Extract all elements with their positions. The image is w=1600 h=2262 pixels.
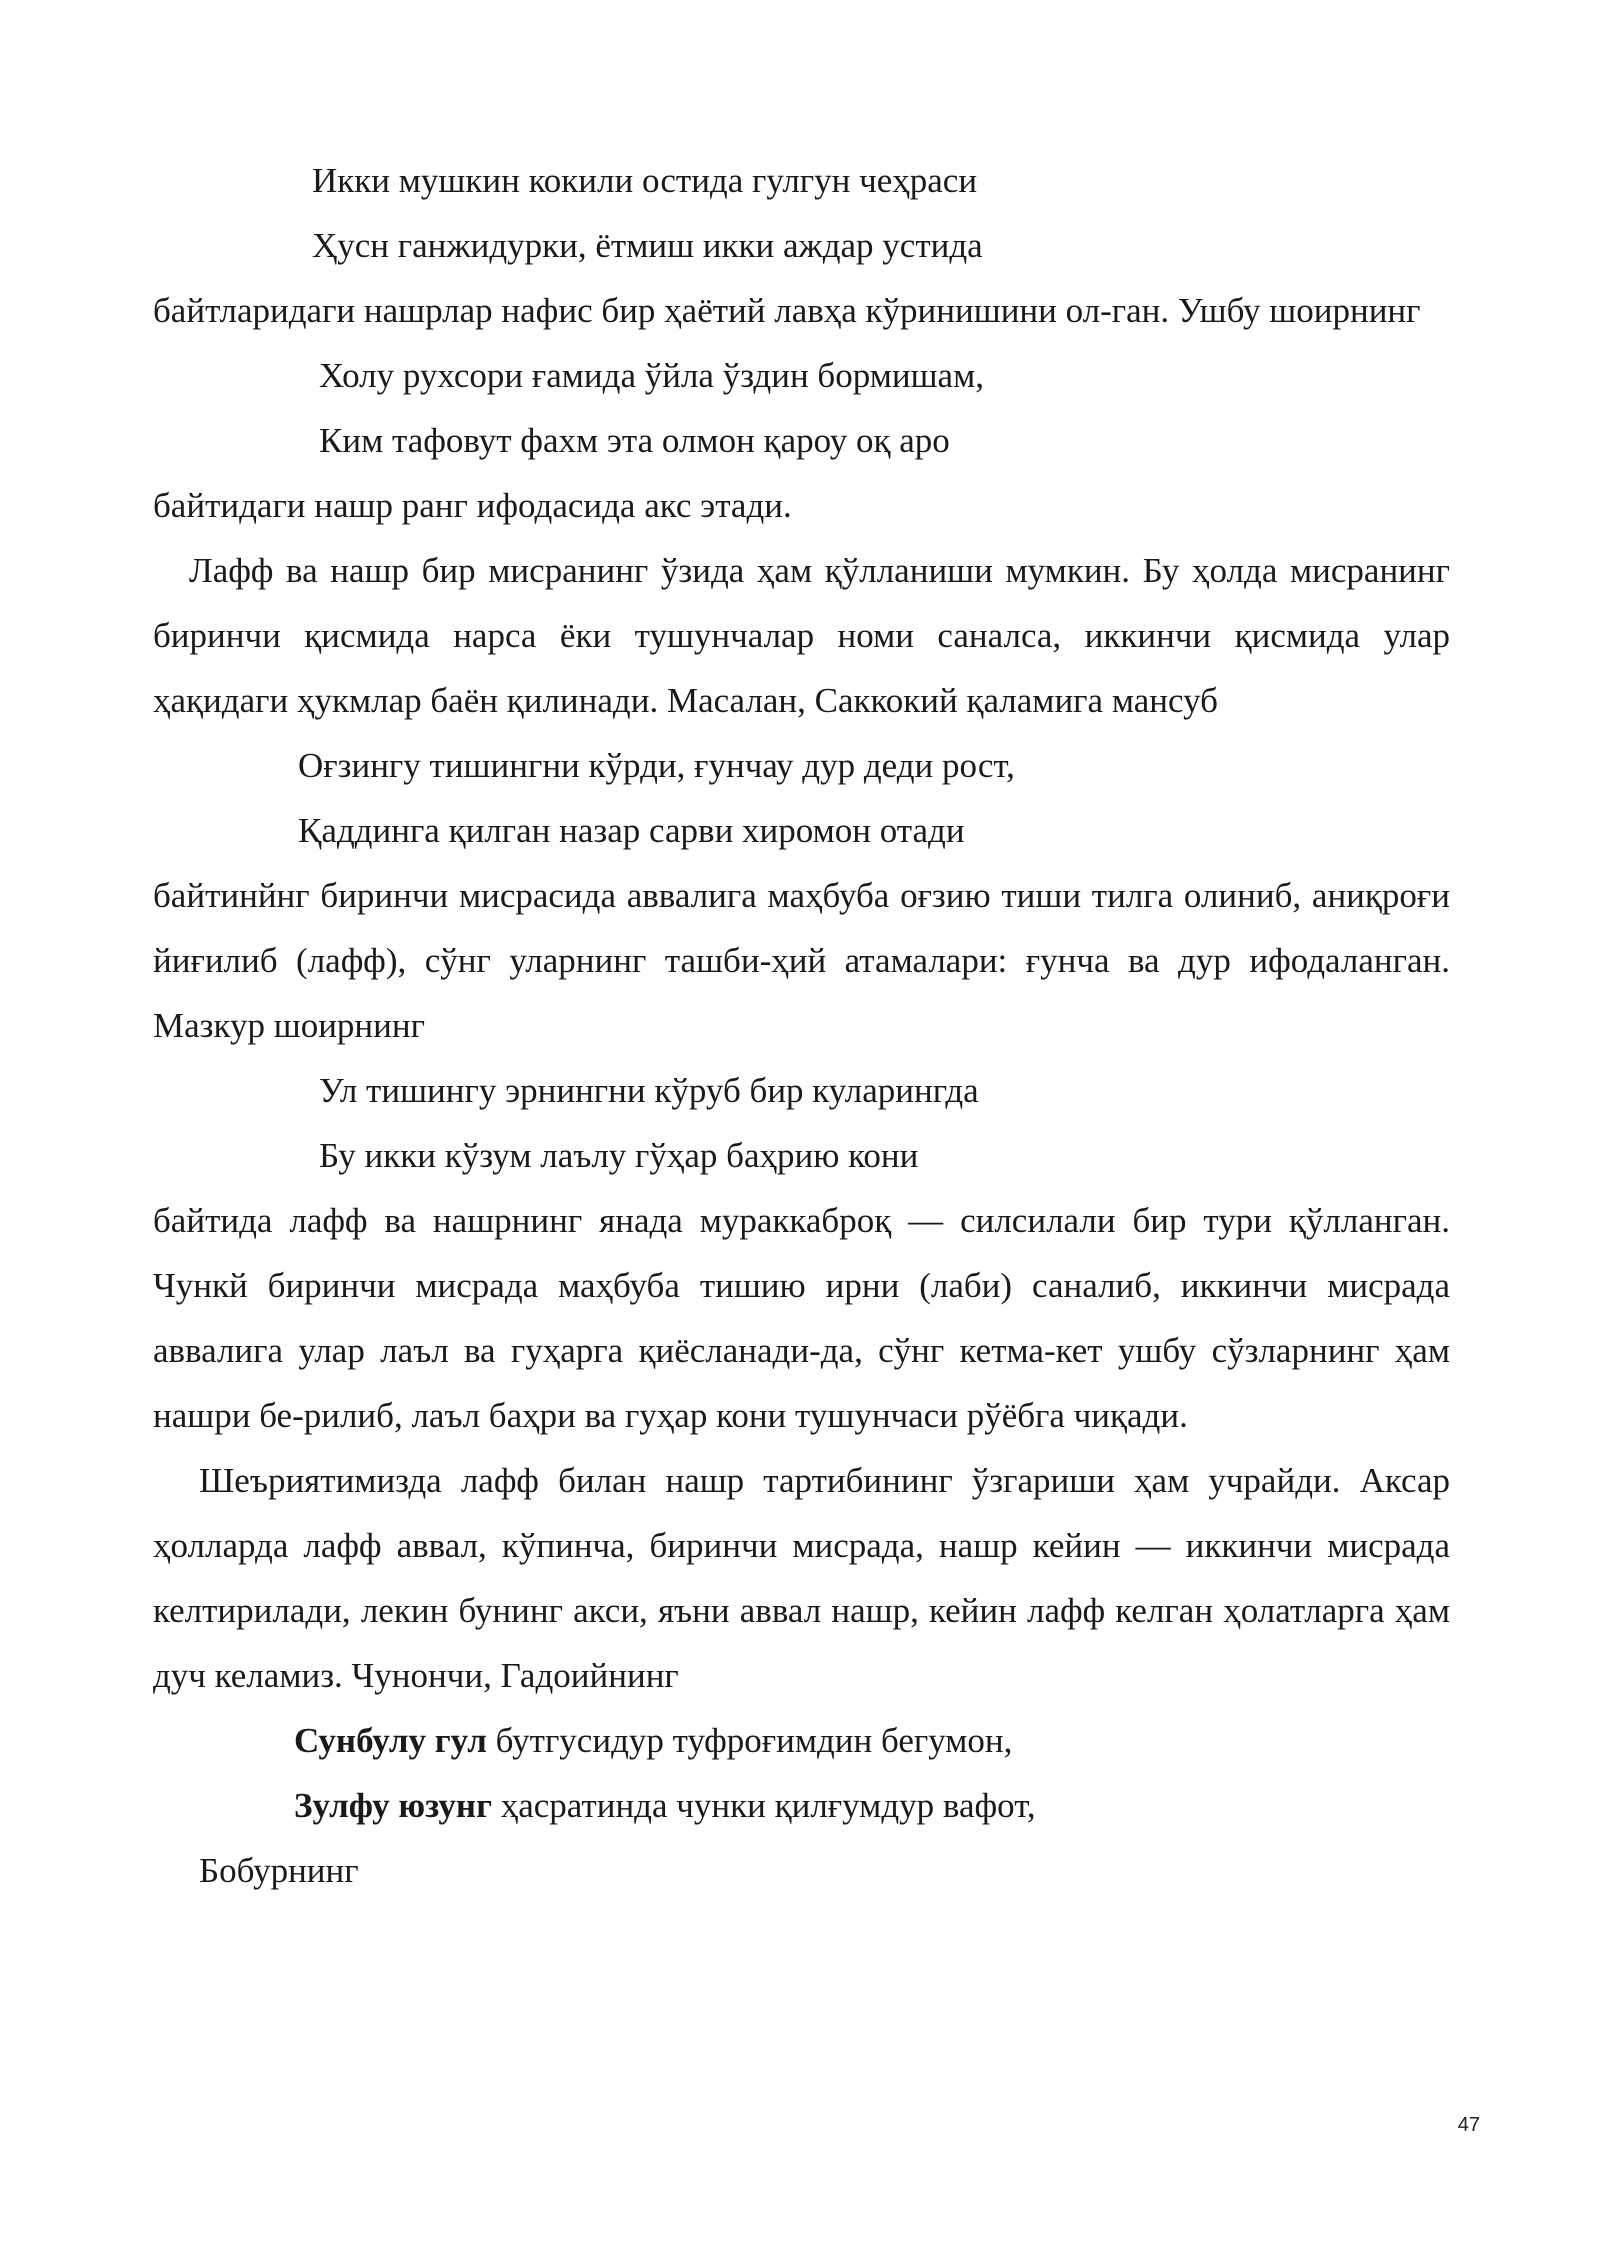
- paragraph: Бобурнинг: [199, 1851, 359, 1890]
- verse-line: Бу икки кўзум лаълу гўҳар баҳрию кони: [319, 1136, 919, 1175]
- verse-rest: бутгусидур туфроғимдин бегумон,: [486, 1721, 1013, 1760]
- verse-rest: ҳасратинда чунки қилғумдур вафот,: [491, 1786, 1036, 1825]
- verse-line: Ҳусн ганжидурки, ётмиш икки аждар устида: [312, 226, 983, 265]
- verse-line: Қаддинга қилган назар сарви хиромон отади: [298, 811, 965, 850]
- paragraph: байтидаги нашр ранг ифодасида акс этади.: [153, 486, 792, 525]
- verse-line: Ким тафовут фахм эта олмон қароу оқ аро: [319, 421, 950, 460]
- verse-bold-words: Сунбулу гул: [294, 1721, 487, 1760]
- verse-bold-words: Зулфу юзунг: [294, 1786, 492, 1825]
- verse-line: Ул тишингу эрнингни кўруб бир куларингда: [319, 1071, 979, 1110]
- paragraph: байтида лафф ва нашрнинг янада мураккаброқ — силсилали бир тури қўлланган. Чункй биринчи мисрада маҳбуба тишию ирни (лаби) саналиб, иккинчи мисрада аввалига улар лаъл ва гуҳарга қиёсланади-да, сўнг кетма-кет ушбу сўзларнинг ҳам нашри бе-рилиб, лаъл баҳри ва гуҳар кони тушунчаси рўёбга чиқади.: [153, 1201, 1450, 1435]
- paragraph: байтинйнг биринчи мисрасида аввалига маҳбуба оғзию тиши тилга олиниб, аниқроғи йиғилиб (лафф), сўнг уларнинг ташби-ҳий атамалари: ғунча ва дур ифодаланган. Мазкур шоирнинг: [153, 876, 1450, 1045]
- paragraph: Шеъриятимизда лафф билан нашр тартибининг ўзгариши ҳам учрайди. Аксар ҳолларда лафф аввал, кўпинча, биринчи мисрада, нашр кейин — иккинчи мисрада келтирилади, лекин бунинг акси, яъни аввал нашр, кейин лафф келган ҳолатларга ҳам дуч келамиз. Чунончи, Гадоийнинг: [153, 1461, 1450, 1695]
- paragraph: байтларидаги нашрлар нафис бир ҳаётий лавҳа кўринишини ол-ган. Ушбу шоирнинг: [153, 291, 1421, 330]
- verse-line: Холу рухсори ғамида ўйла ўздин бормишам,: [319, 356, 984, 395]
- page-number: 47: [1457, 2114, 1480, 2136]
- paragraph: Лафф ва нашр бир мисранинг ўзида ҳам қўлланиши мумкин. Бу ҳолда мисранинг биринчи қисмида нарса ёки тушунчалар номи саналса, иккинчи қисмида улар ҳақидаги ҳукмлар баён қилинади. Масалан, Саккокий қаламига мансуб: [153, 551, 1450, 720]
- verse-line: Икки мушкин кокили остида гулгун чеҳраси: [312, 161, 978, 200]
- verse-line: [153, 1773, 1450, 1838]
- verse-line: Оғзингу тишингни кўрди, ғунчау дур деди рост,: [298, 746, 1015, 785]
- verse-line: [153, 1708, 1450, 1773]
- page-body: [153, 148, 1450, 1903]
